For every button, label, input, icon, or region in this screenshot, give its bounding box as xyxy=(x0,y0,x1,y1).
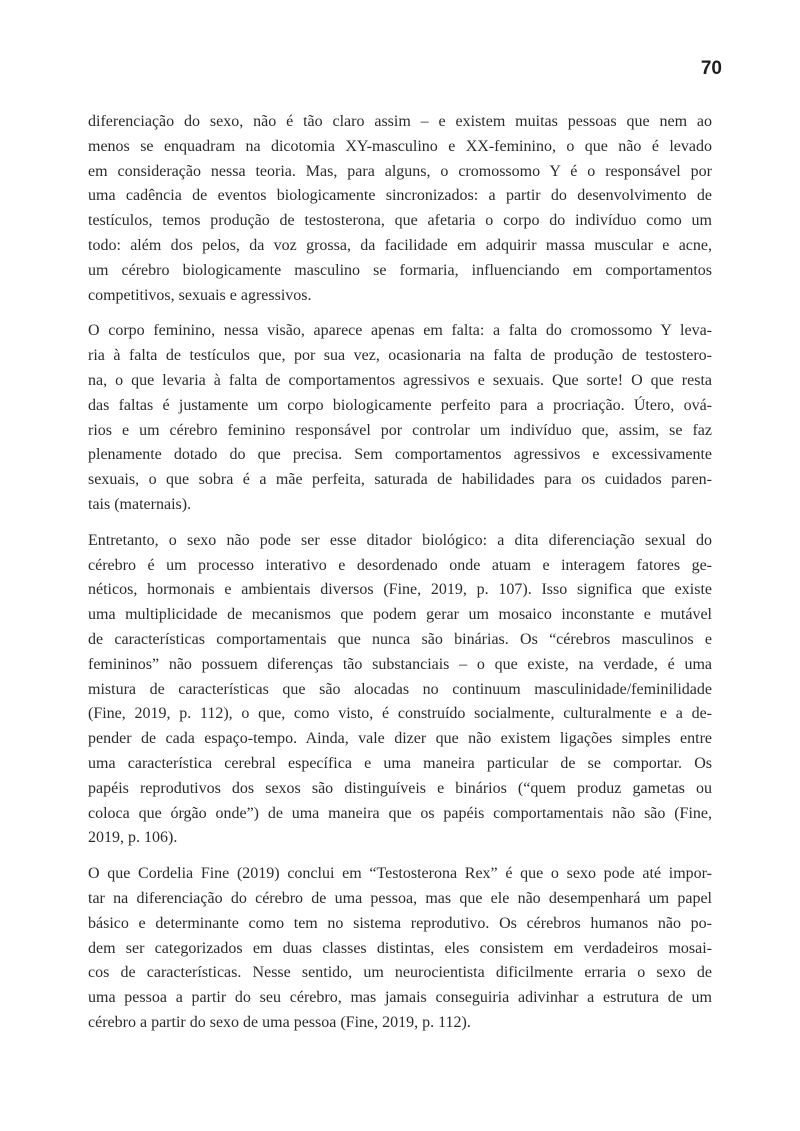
text-line: uma pessoa a partir do seu cérebro, mas jamais conseguiria adivinhar a estrutura de um xyxy=(88,989,712,1007)
text-line: cos de características. Nesse sentido, um neurocientista dificilmente erraria o sexo de xyxy=(88,964,712,982)
text-line: pender de cada espaço-tempo. Ainda, vale dizer que não existem ligações simples entre xyxy=(88,730,712,748)
text-line: papéis reprodutivos dos sexos são distinguíveis e binários (“quem produz gametas ou xyxy=(88,779,712,797)
paragraph xyxy=(88,110,712,308)
text-line: todo: além dos pelos, da voz grossa, da facilidade em adquirir massa muscular e acne, xyxy=(88,236,712,254)
text-line: plenamente dotado do que precisa. Sem comportamentos agressivos e excessivamente xyxy=(88,446,712,464)
text-line: 2019, p. 106). xyxy=(88,829,178,847)
text-line: cérebro é um processo interativo e desordenado onde atuam e interagem fatores ge- xyxy=(88,556,712,574)
text-line: na, o que levaria à falta de comportamentos agressivos e sexuais. Que sorte! O que resta xyxy=(88,371,712,389)
text-line: básico e determinante como tem no sistema reprodutivo. Os cérebros humanos não po- xyxy=(88,914,712,932)
text-line: dem ser categorizados em duas classes distintas, eles consistem em verdadeiros mosai- xyxy=(88,939,712,957)
text-line: ria à falta de testículos que, por sua vez, ocasionaria na falta de produção de testostero- xyxy=(88,347,712,365)
text-line: O que Cordelia Fine (2019) conclui em “Testosterona Rex” é que o sexo pode até impor- xyxy=(88,865,712,883)
text-line: O corpo feminino, nessa visão, aparece apenas em falta: a falta do cromossomo Y leva- xyxy=(88,322,712,340)
text-line: um cérebro biologicamente masculino se formaria, influenciando em comportamentos xyxy=(88,261,712,279)
text-line: néticos, hormonais e ambientais diversos (Fine, 2019, p. 107). Isso significa que existe xyxy=(88,581,712,599)
text-line: uma multiplicidade de mecanismos que podem gerar um mosaico inconstante e mutável xyxy=(88,606,712,624)
page-number: 70 xyxy=(700,58,722,79)
body-text xyxy=(88,110,712,1047)
text-line: menos se enquadram na dicotomia XY-masculino e XX-feminino, o que não é levado xyxy=(88,137,712,155)
text-line: Entretanto, o sexo não pode ser esse ditador biológico: a dita diferenciação sexual do xyxy=(88,531,712,549)
paragraph xyxy=(88,862,712,1036)
text-line: em consideração nessa teoria. Mas, para alguns, o cromossomo Y é o responsável por xyxy=(88,162,712,180)
text-line: de características comportamentais que nunca são binárias. Os “cérebros masculinos e xyxy=(88,630,712,648)
text-line: uma cadência de eventos biologicamente sincronizados: a partir do desenvolvimento de xyxy=(88,187,712,205)
text-line: coloca que órgão onde”) de uma maneira que os papéis comportamentais não são (Fine, xyxy=(88,804,712,822)
text-line: rios e um cérebro feminino responsável por controlar um indivíduo que, assim, se faz xyxy=(88,421,712,439)
text-line: sexuais, o que sobra é a mãe perfeita, saturada de habilidades para os cuidados paren- xyxy=(88,471,712,489)
text-line: tais (maternais). xyxy=(88,495,192,513)
text-line: mistura de características que são alocadas no continuum masculinidade/feminilidade xyxy=(88,680,712,698)
text-line: cérebro a partir do sexo de uma pessoa (Fine, 2019, p. 112). xyxy=(88,1013,471,1031)
text-line: uma característica cerebral específica e uma maneira particular de se comportar. Os xyxy=(88,754,712,772)
text-line: tar na diferenciação do cérebro de uma pessoa, mas que ele não desempenhará um papel xyxy=(88,889,712,907)
paragraph xyxy=(88,319,712,517)
text-line: femininos” não possuem diferenças tão substanciais – o que existe, na verdade, é uma xyxy=(88,655,712,673)
text-line: testículos, temos produção de testosterona, que afetaria o corpo do indivíduo como um xyxy=(88,212,712,230)
paragraph xyxy=(88,529,712,851)
text-line: competitivos, sexuais e agressivos. xyxy=(88,286,312,304)
text-line: das faltas é justamente um corpo biologicamente perfeito para a procriação. Útero, ová- xyxy=(88,396,712,414)
text-line: diferenciação do sexo, não é tão claro assim – e existem muitas pessoas que nem ao xyxy=(88,113,712,130)
text-line: (Fine, 2019, p. 112), o que, como visto, é construído socialmente, culturalmente e a de- xyxy=(88,705,712,723)
